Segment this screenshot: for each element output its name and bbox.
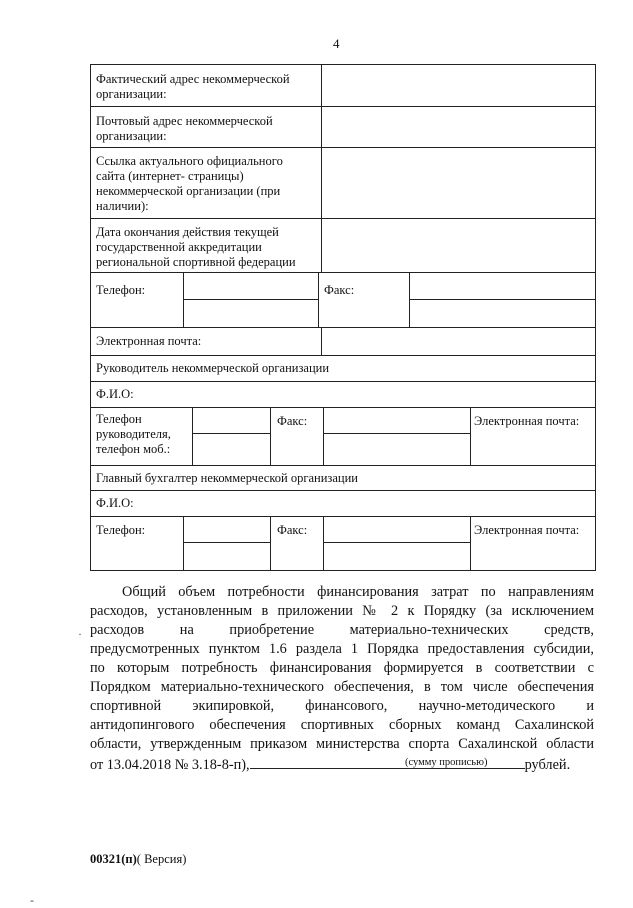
page-number: 4 [333, 36, 340, 51]
website-label: Ссылка актуального официального сайта (интернет- страницы) некоммерческой организации (при наличии): [96, 154, 283, 213]
document-version: ( Версия) [136, 852, 187, 866]
paragraph-line: расходов на приобретение материально-технических средств, [90, 622, 594, 638]
document-code: 00321(п) [90, 852, 137, 866]
head-section-title: Руководитель некоммерческой организации [96, 361, 330, 375]
accountant-fio-label: Ф.И.О: [96, 496, 134, 510]
paragraph-last-line [90, 754, 594, 773]
accountant-section-title: Главный бухгалтер некоммерческой организации [96, 471, 358, 485]
paragraph-line: области, утвержденным приказом министерства спорта Сахалинской области [90, 736, 594, 752]
paragraph-line: антидопингового обеспечения спортивных сборных команд Сахалинской [90, 717, 594, 733]
organization-info-table [90, 64, 596, 571]
head-email-label: Электронная почта: [474, 414, 580, 428]
head-fax-label: Факс: [277, 414, 308, 428]
fax-label: Факс: [324, 283, 355, 297]
margin-dash: - [30, 893, 34, 907]
margin-dot: · [78, 627, 82, 641]
email-label: Электронная почта: [96, 334, 202, 348]
paragraph-line: спортивной экипировкой, финансового, научно-методического и [90, 698, 594, 714]
postal-address-label: Почтовый адрес некоммерческой организации: [96, 114, 273, 143]
amount-hint: (сумму прописью) [405, 757, 488, 768]
accountant-fax-label: Факс: [277, 523, 308, 537]
paragraph-line: Общий объем потребности финансирования затрат по направлениям [122, 584, 594, 600]
accountant-phone-label: Телефон: [96, 523, 146, 537]
phone-label: Телефон: [96, 283, 146, 297]
head-fio-label: Ф.И.О: [96, 387, 134, 401]
head-phone-label: Телефон руководителя, телефон моб.: [96, 412, 171, 456]
paragraph-line: предусмотренных пунктом 1.6 раздела 1 Порядка предоставления субсидии, [90, 641, 594, 657]
funding-paragraph [90, 583, 594, 773]
paragraph-last-suffix: рублей. [524, 757, 571, 773]
accountant-email-label: Электронная почта: [474, 523, 580, 537]
accreditation-label: Дата окончания действия текущей государственной аккредитации региональной спортивной федерации [96, 225, 296, 269]
actual-address-label: Фактический адрес некоммерческой организации: [96, 72, 290, 101]
paragraph-line: Порядком материально-технического обеспечения, в том числе обеспечения [90, 679, 594, 695]
document-footer [90, 852, 186, 867]
paragraph-line: расходов, установленным в приложении № 2 к Порядку (за исключением [90, 603, 594, 619]
paragraph-last-prefix: от 13.04.2018 № 3.18-8-п), [90, 757, 250, 773]
paragraph-line: по которым потребность финансирования формируется в соответствии с [90, 660, 594, 676]
